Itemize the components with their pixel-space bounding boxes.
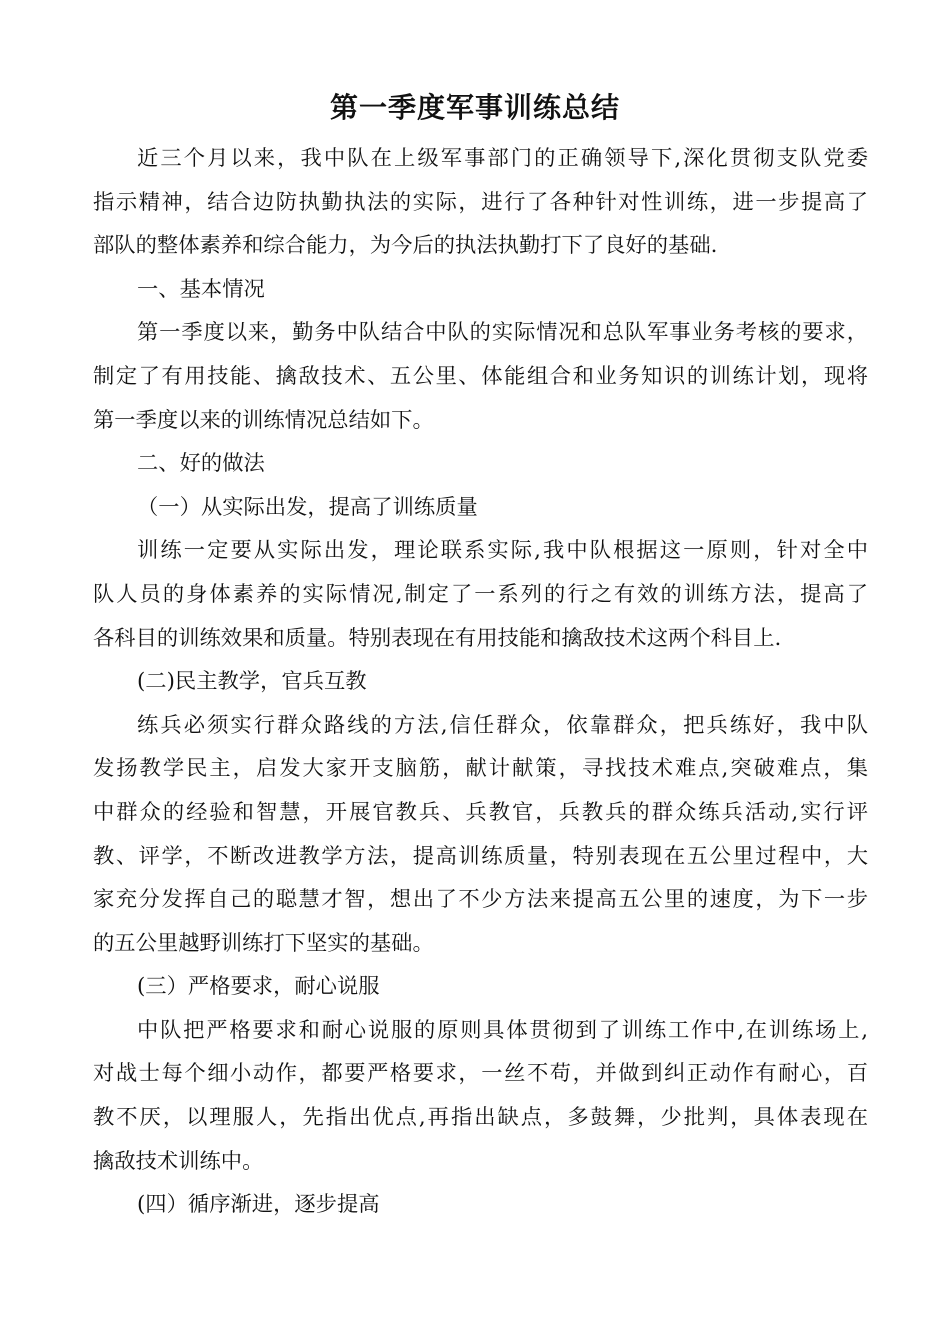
document-title: 第一季度军事训练总结	[329, 91, 620, 124]
paragraph-line: 近三个月以来，我中队在上级军事部门的正确领导下,深化贯彻支队党委	[137, 146, 868, 171]
paragraph-line: 教不厌，以理服人，先指出优点,再指出缺点，多鼓舞，少批判，具体表现在	[93, 1105, 868, 1131]
paragraph-line: 队人员的身体素养的实际情况,制定了一系列的行之有效的训练方法，提高了	[93, 581, 868, 607]
paragraph-line: 部队的整体素养和综合能力，为今后的执法执勤打下了良好的基础.	[93, 233, 718, 259]
subsection-heading: (四）循序渐进，逐步提高	[137, 1192, 380, 1218]
paragraph-line: 指示精神，结合边防执勤执法的实际，进行了各种针对性训练，进一步提高了	[93, 189, 868, 215]
paragraph-line: 发扬教学民主，启发大家开支脑筋，献计献策，寻找技术难点,突破难点，集	[93, 756, 868, 782]
subsection-heading: (二)民主教学，官兵互教	[137, 669, 367, 695]
section-heading: 一、基本情况	[137, 276, 265, 302]
paragraph-line: 中队把严格要求和耐心说服的原则具体贯彻到了训练工作中,在训练场上,	[137, 1017, 868, 1043]
paragraph-line: 训练一定要从实际出发，理论联系实际,我中队根据这一原则，针对全中	[137, 538, 868, 564]
section-heading: 二、好的做法	[137, 451, 265, 477]
paragraph-line: 对战士每个细小动作，都要严格要求，一丝不苟，并做到纠正动作有耐心，百	[93, 1061, 868, 1087]
paragraph-line: 家充分发挥自己的聪慧才智，想出了不少方法来提高五公里的速度，为下一步	[93, 887, 868, 913]
paragraph-line: 第一季度以来，勤务中队结合中队的实际情况和总队军事业务考核的要求，	[137, 320, 868, 346]
document-body	[93, 137, 868, 1227]
paragraph-line: 中群众的经验和智慧，开展官教兵、兵教官，兵教兵的群众练兵活动,实行评	[93, 799, 868, 825]
paragraph-line: 第一季度以来的训练情况总结如下。	[93, 407, 434, 433]
paragraph-line: 练兵必须实行群众路线的方法,信任群众，依靠群众，把兵练好，我中队	[137, 712, 868, 738]
paragraph-line: 擒敌技术训练中。	[93, 1148, 264, 1174]
subsection-heading: （一）从实际出发，提高了训练质量	[137, 494, 478, 520]
paragraph-line: 的五公里越野训练打下坚实的基础。	[93, 930, 434, 956]
paragraph-line: 教、评学，不断改进教学方法，提高训练质量，特别表现在五公里过程中，大	[93, 843, 868, 869]
paragraph-line: 制定了有用技能、擒敌技术、五公里、体能组合和业务知识的训练计划，现将	[93, 363, 868, 389]
subsection-heading: (三）严格要求，耐心说服	[137, 974, 380, 1000]
paragraph-line: 各科目的训练效果和质量。特别表现在有用技能和擒敌技术这两个科目上.	[93, 625, 782, 651]
